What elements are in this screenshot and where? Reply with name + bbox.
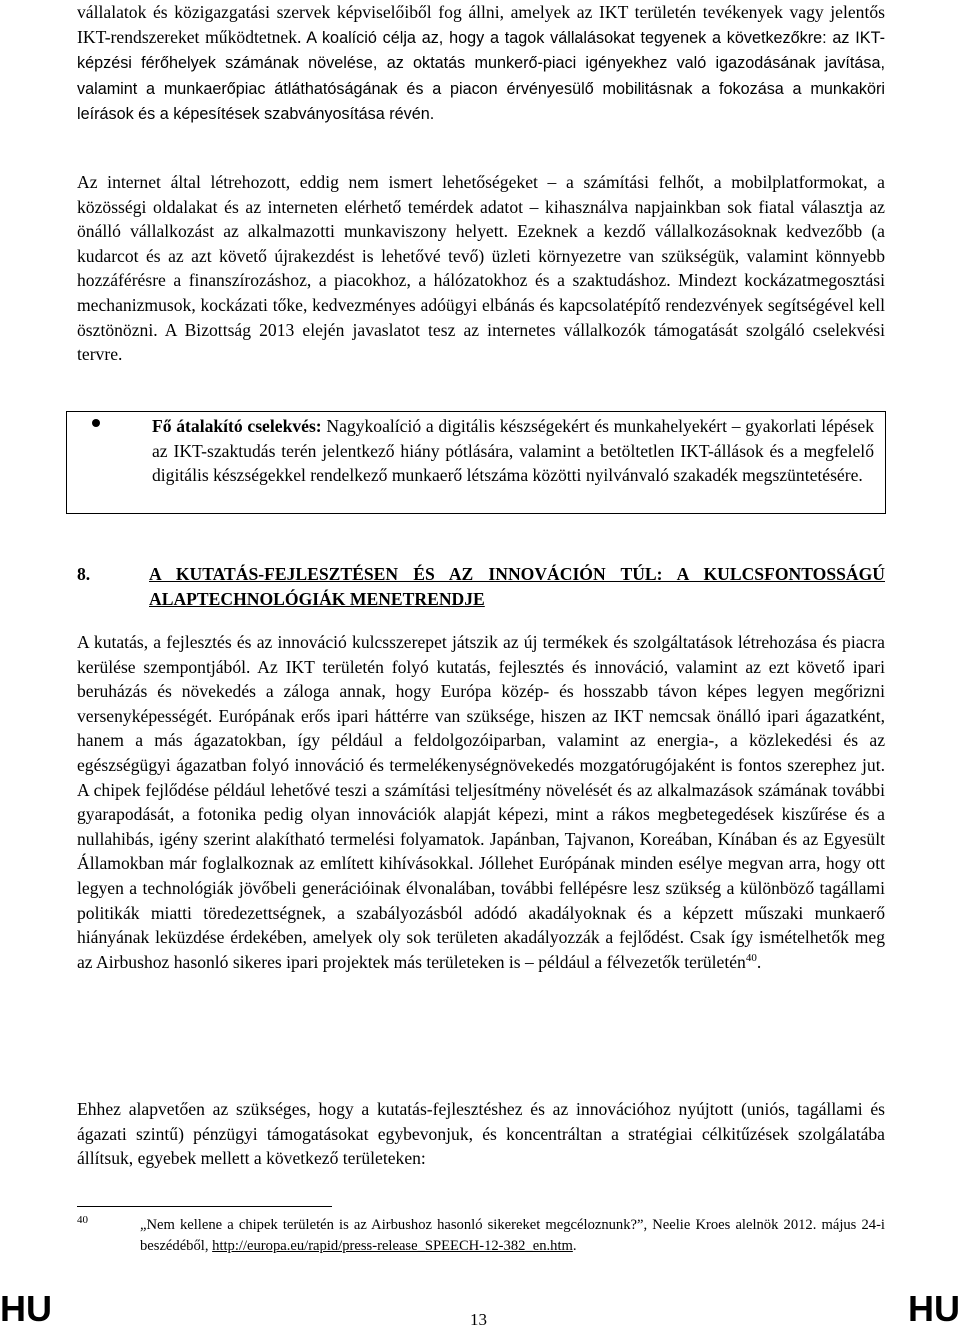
footnote-link[interactable]: http://europa.eu/rapid/press-release_SPEECH-12-382_en.htm [212, 1238, 573, 1254]
paragraph-research-text: A kutatás, a fejlesztés és az innováció kulcsszerepet játszik az új termékek és szolgáltatások létrehozása és piacra kerülése szempontjából. Az IKT területén folyó kutatás, fejlesztés és innováció, valamint az ezt követő ipari beruházás és növekedés a záloga annak, hogy Európa közép- és hosszabb távon képes legyen megőrizni versenyképességét. Európának erős ipari háttérre van szüksége, hiszen az IKT nemcsak önálló ipari ágazatként, hanem a más ágazatokban, így például a feldolgozóiparban, valamint az energia-, a közlekedési és az egészségügyi ágazatban folyó innováció és termelékenységnövekedés mozgatórugójaként is fontos szerephez jut. A chipek fejlődése például lehetővé teszi a számítási teljesítmény növelését és az alkalmazások számának további gyarapodását, a fotonika pedig olyan innovációk alapját képezi, mint a rákos megbetegedések kiszűrése és a nullahibás, igény szerint alakítható termelési folyamatok. Japánban, Tajvanon, Koreában, Kínában és az Egyesült Államokban már foglalkoznak az említett kihívásokkal. Jóllehet Európának minden esélye megvan arra, hogy ott legyen a technológiák jövőbeli generációinak élvonalában, további fellépésre lesz szükség a különböző tagállami politikák miatti töredezettségnek, a szabályozásból adódó akadályoknak és a képzett műszaki munkaerő hiányának leküzdése érdekében, amelyek oly sok területen akadályozzák a fejlődést. Csak így ismételhetők meg az Airbushoz hasonló sikeres ipari projektek más területeken is – például a félvezetők területén [77, 632, 885, 972]
footnote-text [140, 1215, 885, 1257]
footnote-end: . [572, 1238, 577, 1254]
paragraph-funding: Ehhez alapvetően az szükséges, hogy a kutatás-fejlesztéshez és az innovációhoz nyújtott (uniós, tagállami és ágazati szintű) pénzügyi támogatásokat egybevonjuk, és koncentráltan a stratégiai célkitűzések szolgálatába állítsuk, egyebek mellett a következő területeken: [77, 1099, 885, 1169]
footnote-mark: 40 [77, 1214, 88, 1226]
footnote-reference[interactable]: 40 [745, 951, 757, 964]
paragraph-coalition [77, 0, 885, 127]
page-number: 13 [470, 1310, 487, 1329]
key-action-label: Fő átalakító cselekvés: [152, 416, 322, 436]
section-number: 8. [77, 564, 91, 584]
paragraph-coalition-part2: A koalíció célja az, hogy a tagok vállalásokat tegyenek a következőkre: az IKT-képzési férőhelyek számának növelése, az oktatás munkerő-piaci igényekhez való igazodásának javítása, valamint a munkaerőpiac átláthatóságának és a piacon érvényesülő mobilitásnak a fokozása a munkaköri leírások és a képesítések szabványosítása révén. [77, 28, 885, 124]
language-code-left: HU [0, 1288, 52, 1329]
bullet-icon [92, 419, 100, 427]
footnote-body: „Nem kellene a chipek területén is az Airbushoz hasonló sikereket megcéloznunk?”, Neelie Kroes alelnök 2012. május 24-i beszédéből, [140, 1217, 885, 1254]
key-action-description: Nagykoalíció a digitális készségekért és munkahelyekért – gyakorlati lépések az IKT-szaktudás terén jelentkező hiány pótlására, valamint a betöltetlen IKT-állások és a megfelelő digitális készségekkel rendelkező munkaerő létszáma közötti nyilvánvaló szakadék megszüntetésére. [152, 416, 874, 486]
language-code-right: HU [908, 1288, 960, 1329]
footnote-divider [77, 1206, 332, 1207]
key-action-box [66, 411, 886, 514]
key-action-text [152, 414, 874, 488]
paragraph-research-innovation [77, 630, 885, 974]
paragraph-coalition-part1: vállalatok és közigazgatási szervek képviselőiből fog állni, amelyek az IKT területén tevékenyek vagy jelentős IKT-rendszereket működtetnek. [77, 2, 885, 47]
paragraph-research-end: . [756, 951, 762, 972]
paragraph-internet-entrepreneurs: Az internet által létrehozott, eddig nem ismert lehetőségeket – a számítási felhőt, a mobilplatformokat, a közösségi oldalakat és az interneten elérhető temérdek adatot – kihasználva napjainkban sok fiatal választja az önálló vállalkozást az alkalmazotti munkaviszony helyett. Ezeknek a kezdő vállalkozásoknak kedvezőbb (a kudarcot és az azt követő újrakezdést is lehetővé tevő) üzleti környezetre van szükségük, valamint könnyebb hozzáférésre a finanszírozáshoz, a piacokhoz, a hálózatokhoz és a szaktudáshoz. Mindezt kockázatmegosztási mechanizmusok, kockázati tőke, kedvezményes adóügyi elbánás és kapcsolatépítő rendezvények segítségével kell ösztönözni. A Bizottság 2013 elején javaslatot tesz az internetes vállalkozók támogatását szolgáló cselekvési tervre. [77, 172, 885, 365]
section-title: A KUTATÁS-FEJLESZTÉSEN ÉS AZ INNOVÁCIÓN TÚL: A KULCSFONTOSSÁGÚ ALAPTECHNOLÓGIÁK MENETRENDJE [149, 564, 885, 609]
